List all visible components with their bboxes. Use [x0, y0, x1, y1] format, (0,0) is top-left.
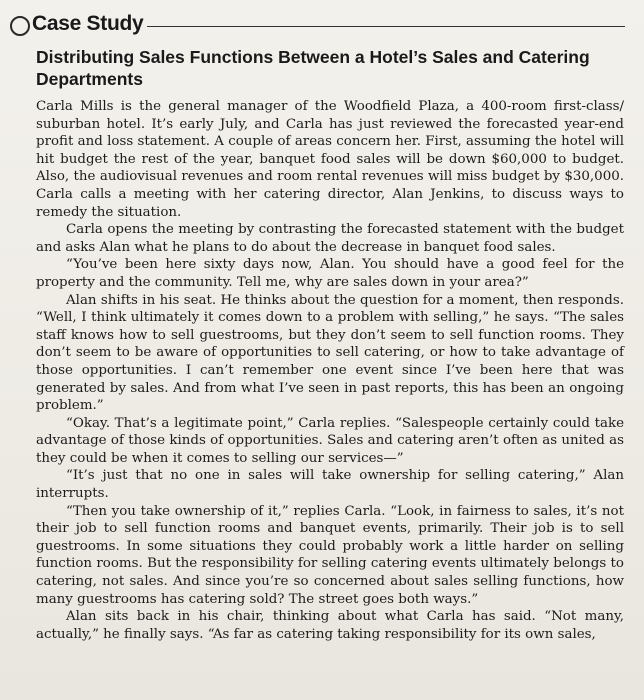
- paragraph: “Then you take ownership of it,” replies Carla. “Look, in fairness to sales, it’s not their job to sell function rooms and banquet events, primarily. Their job is to sell guestrooms. In some situations they could probably work a little harder on selling function rooms. But the responsibility for selling catering events ultimately belongs to catering, not sales. And since you’re so concerned about sales selling functions, how many guestrooms has catering sold? The street goes both ways.”: [36, 503, 624, 607]
- case-body: [36, 98, 624, 643]
- paragraph: Alan sits back in his chair, thinking about what Carla has said. “Not many, actually,” he finally says. “As far as catering taking responsibility for its own sales,: [36, 609, 624, 642]
- paragraph: Carla opens the meeting by contrasting the forecasted statement with the budget and asks Alan what he plans to do about the decrease in banquet food sales.: [36, 222, 624, 255]
- paragraph: Alan shifts in his seat. He thinks about the question for a moment, then responds. “Well, I think ultimately it comes down to a problem with selling,” he says. “The sales staff knows how to sell guestrooms, but they don’t seem to sell function rooms. They don’t seem to be aware of opportunities to sell catering, or how to take advantage of those opportunities. I can’t remember one event since I’ve been here that was generated by sales. And from what I’ve seen in past reports, this has been an ongoing problem.”: [36, 292, 624, 414]
- paragraph: “Okay. That’s a legitimate point,” Carla replies. “Salespeople certainly could take advantage of those kinds of opportunities. Sales and catering aren’t often as united as they could be when it comes to selling our services—”: [36, 415, 624, 466]
- case-study-header: [10, 8, 630, 38]
- paragraph: “It’s just that no one in sales will take ownership for selling catering,” Alan interrupts.: [36, 468, 624, 502]
- header-rule: [147, 26, 625, 27]
- circle-bullet-icon: [10, 16, 30, 36]
- case-title: Distributing Sales Functions Between a Hotel’s Sales and Catering Departments: [36, 47, 590, 89]
- paragraph: Carla Mills is the general manager of the Woodfield Plaza, a 400-room first-class/ suburban hotel. It’s early July, and Carla has just reviewed the forecasted year-end profit and loss statement. A couple of areas concern her. First, assuming the hotel will hit budget the rest of the year, banquet food sales will be down $60,000 to budget. Also, the audiovisual revenues and room rental revenues will miss budget by $30,000. Carla calls a meeting with her catering director, Alan Jenkins, to discuss ways to remedy the situation.: [36, 99, 624, 220]
- case-study-label: Case Study: [32, 12, 144, 35]
- paragraph: “You’ve been here sixty days now, Alan. You should have a good feel for the property and the community. Tell me, why are sales down in your area?”: [36, 257, 624, 290]
